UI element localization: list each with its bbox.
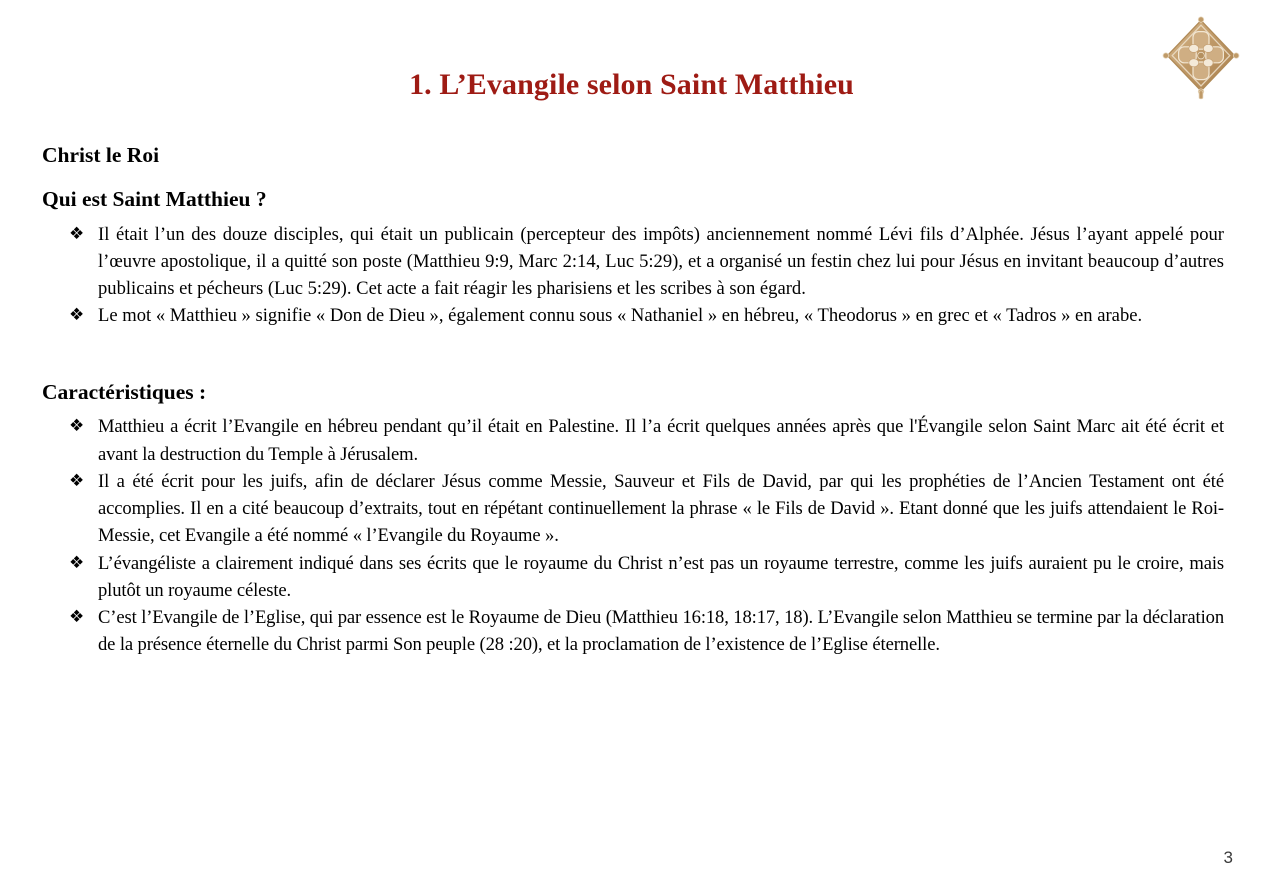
page-title: 1. L’Evangile selon Saint Matthieu xyxy=(409,68,854,101)
heading-christ-le-roi: Christ le Roi xyxy=(42,143,160,167)
list-item xyxy=(69,604,1224,658)
list-item-text: Il était l’un des douze disciples, qui était un publicain (percepteur des impôts) anciennement nommé Lévi fils d’Alphée. Jésus l’ayant appelé pour l’œuvre apostolique, il a quitté son poste (Matthieu 9:9, Marc 2:14, Luc 5:29), et a organisé un festin chez lui pour Jésus en invitant beaucoup d’autres publicains et pécheurs (Luc 5:29). Cet acte a fait réagir les pharisiens et les scribes à son égard. xyxy=(98,223,1224,300)
list-item xyxy=(69,221,1224,303)
page-number: 3 xyxy=(1223,848,1233,867)
bullet-marker-icon: ❖ xyxy=(69,223,85,244)
bullet-marker-icon: ❖ xyxy=(69,305,85,326)
heading-qui-est-saint-matthieu: Qui est Saint Matthieu ? xyxy=(42,186,267,211)
bullet-list-caracteristiques xyxy=(42,413,1224,658)
bullet-marker-icon: ❖ xyxy=(69,606,85,627)
bullet-marker-icon: ❖ xyxy=(69,470,85,491)
slide-body xyxy=(42,143,1224,658)
list-item-text: Le mot « Matthieu » signifie « Don de Dieu », également connu sous « Nathaniel » en hébreu, « Theodorus » en grec et « Tadros » en arabe. xyxy=(98,305,1143,327)
heading-caracteristiques: Caractéristiques : xyxy=(42,379,207,404)
list-item xyxy=(69,550,1224,604)
bullet-list-qui-est-saint-matthieu xyxy=(42,221,1224,330)
bullet-marker-icon: ❖ xyxy=(69,552,85,573)
list-item xyxy=(69,468,1224,550)
list-item-text: C’est l’Evangile de l’Eglise, qui par essence est le Royaume de Dieu (Matthieu 16:18, 18:17, 18). L’Evangile selon Matthieu se termine par la déclaration de la présence éternelle du Christ parmi Son peuple (28 :20), et la proclamation de l’existence de l’Eglise éternelle. xyxy=(98,606,1224,656)
list-item-text: L’évangéliste a clairement indiqué dans ses écrits que le royaume du Christ n’est pas un royaume terrestre, comme les juifs auraient pu le croire, mais plutôt un royaume céleste. xyxy=(98,552,1224,601)
list-item-text: Il a été écrit pour les juifs, afin de déclarer Jésus comme Messie, Sauveur et Fils de David, par qui les prophéties de l’Ancien Testament ont été accomplies. Il en a cité beaucoup d’extraits, tout en répétant continuellement la phrase « le Fils de David ». Etant donné que les juifs attendaient le Roi-Messie, cet Evangile a été nommé « l’Evangile du Royaume ». xyxy=(98,470,1224,547)
list-item xyxy=(69,302,1224,329)
section-spacer xyxy=(42,330,1224,380)
list-item xyxy=(69,413,1224,467)
bullet-marker-icon: ❖ xyxy=(69,416,85,437)
list-item-text: Matthieu a écrit l’Evangile en hébreu pendant qu’il était en Palestine. Il l’a écrit quelques années après que l'Évangile selon Saint Marc ait été écrit et avant la destruction du Temple à Jérusalem. xyxy=(98,416,1224,465)
